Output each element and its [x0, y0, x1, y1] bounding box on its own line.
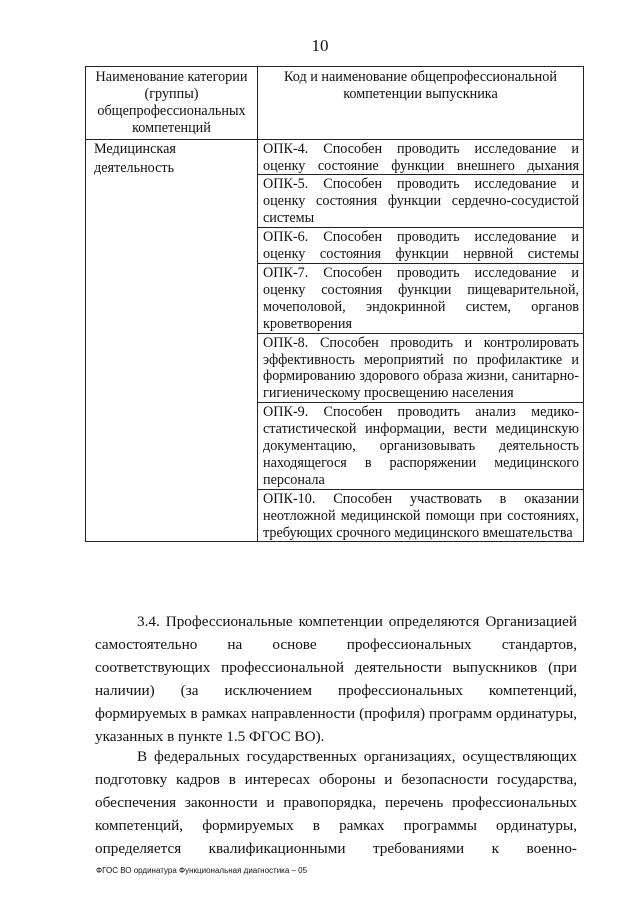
table-header-row: [86, 67, 584, 140]
page-number: 10: [311, 36, 329, 55]
competence-item: ОПК-9. Способен проводить анализ медико-статистической информации, вести медицинскую документацию, организовывать деятельность находящегося в распоряжении медицинского персонала: [258, 403, 584, 490]
paragraph-federal: В федеральных государственных организациях, осуществляющих подготовку кадров в интересах обороны и безопасности государства, обеспечения законности и правопорядка, перечень профессиональных компетенций, формируемых в рамках программы ординатуры, определяется квалификационными требованиями к военно-: [95, 748, 577, 857]
category-cell: Медицинская деятельность: [86, 139, 258, 542]
competence-item: ОПК-8. Способен проводить и контролировать эффективность мероприятий по профилактике и формированию здорового образа жизни, санитарно-гигиеническому просвещению населения: [258, 333, 584, 403]
page-footer: ФГОС ВО ординатура Функциональная диагностика – 05: [96, 866, 308, 875]
competence-item: ОПК-7. Способен проводить исследование и оценку состояния функции пищеварительной, мочеполовой, эндокринной систем, органов кроветворения: [258, 263, 584, 333]
header-category: Наименование категории (группы) общепрофессиональных компетенций: [86, 67, 258, 140]
paragraph-3-4: 3.4. Профессиональные компетенции определяются Организацией самостоятельно на основе профессиональных стандартов, соответствующих профессиональной деятельности выпускников (при наличии) (за исключением профессиональных компетенций, формируемых в рамках направленности (профиля) программ ординатуры, указанных в пункте 1.5 ФГОС ВО).: [95, 613, 577, 745]
competence-item: ОПК-4. Способен проводить исследование и оценку состояние функции внешнего дыхания: [258, 139, 584, 175]
header-competence: Код и наименование общепрофессиональной компетенции выпускника: [258, 67, 584, 140]
table-row: [86, 139, 584, 175]
competence-item: ОПК-6. Способен проводить исследование и оценку состояния функции нервной системы: [258, 228, 584, 264]
competence-item: ОПК-5. Способен проводить исследование и оценку состояния функции сердечно-сосудистой системы: [258, 175, 584, 228]
competence-item: ОПК-10. Способен участвовать в оказании неотложной медицинской помощи при состояниях, требующих срочного медицинского вмешательства: [258, 489, 584, 542]
competence-table: [85, 66, 584, 542]
